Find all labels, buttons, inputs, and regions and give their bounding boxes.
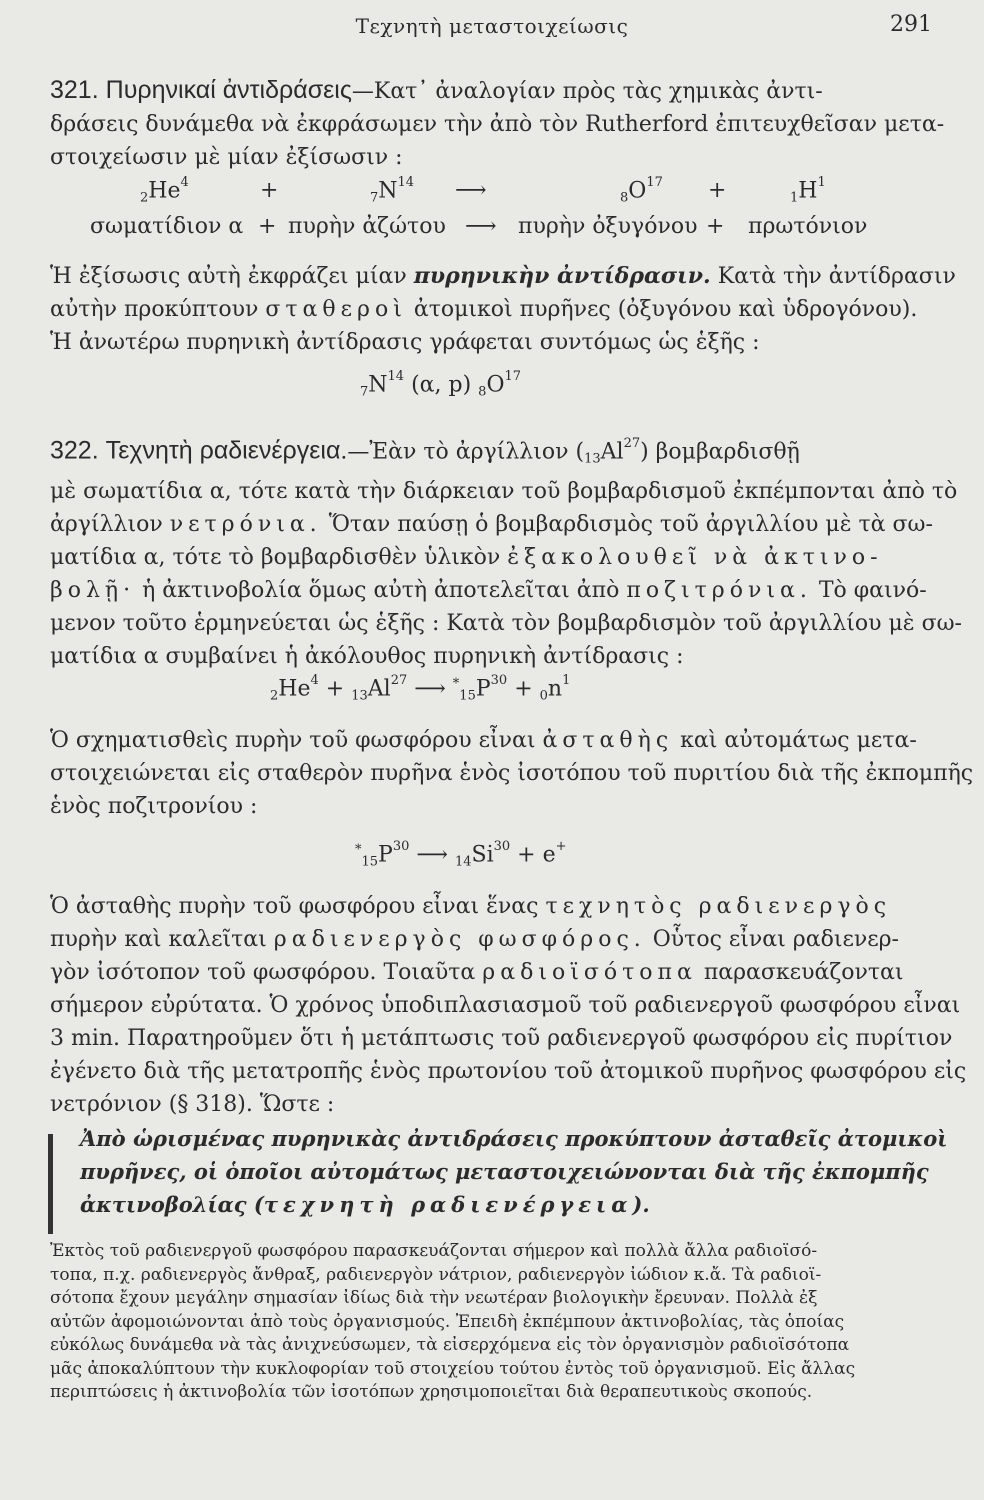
text-line — [50, 541, 940, 574]
eq-superscript: 27 — [390, 673, 408, 688]
equation-positron-emission — [355, 839, 567, 870]
eq-subscript: 1 — [790, 190, 799, 206]
eq-superscript: 1 — [817, 175, 826, 190]
eq-symbol: H — [798, 178, 818, 204]
emphasis-spaced: ἀσταθὴς — [542, 728, 674, 753]
eq-subscript: 15 — [361, 854, 379, 870]
text-line: ἑνὸς ποζιτρονίου : — [50, 794, 258, 819]
text-line — [50, 74, 940, 108]
eq-symbol: e — [542, 842, 556, 868]
eq-symbol: He — [278, 676, 311, 702]
text-run: —Κατ᾽ ἀναλογίαν πρὸς τὰς χημικὰς ἀντι- — [351, 79, 823, 104]
text-line — [50, 260, 956, 293]
eq-superscript: 17 — [646, 175, 663, 190]
eq-arrow: ⟶ — [414, 676, 446, 702]
summary-callout — [48, 1122, 958, 1234]
eq-symbol: O — [628, 178, 647, 204]
eq-superscript: 27 — [623, 436, 641, 451]
section-321-intro — [50, 74, 945, 174]
text-line — [50, 574, 940, 607]
eq-plus: + — [258, 214, 277, 239]
callout-text — [80, 1122, 960, 1221]
eq-term-nitrogen — [370, 175, 415, 206]
eq-plus: + — [706, 214, 725, 239]
callout-line: Ἀπὸ ὡρισμένας πυρηνικὰς ἀντιδράσεις προκύπτουν ἀσταθεῖς ἀτομικοὶ — [80, 1126, 948, 1151]
text-run: παρασκευάζονται — [703, 960, 904, 985]
eq-plus: + — [708, 178, 727, 203]
note-line: αὐτῶν ἀφομοιώνονται ἀπὸ τοὺς ὀργανισμούς. Ἐπειδὴ ἐκπέμπουν ἀκτινοβολίας, τὰς ὁποίας — [50, 1311, 845, 1332]
eq-subscript: 2 — [140, 190, 149, 206]
eq-symbol: N — [378, 178, 398, 204]
text-run: πυρὴν καὶ καλεῖται — [50, 927, 267, 952]
text-run: ἀτομικοὶ πυρῆνες (ὀξυγόνου καὶ ὑδρογόνου). — [413, 297, 918, 322]
eq-superscript: 30 — [392, 839, 410, 854]
text-run: γὸν ἰσότοπον τοῦ φωσφόρου. Τοιαῦτα — [50, 960, 476, 985]
eq-superscript: 4 — [180, 175, 189, 190]
eq-plus: + — [260, 178, 279, 203]
note-line: τοπα, π.χ. ραδιενεργὸς ἄνθραξ, ραδιενεργὸν νάτριον, ραδιενεργὸν ἰώδιον κ.ἄ. Τὰ ραδιοϊ- — [50, 1264, 822, 1285]
eq-superscript: 14 — [387, 369, 405, 384]
section-321-body — [50, 260, 956, 359]
eq-subscript: 7 — [360, 384, 369, 400]
eq-symbol: Al — [367, 676, 391, 702]
emphasis-spaced: ποζιτρόνια. — [626, 578, 812, 604]
text-run: Ἡ ἐξίσωσις αὐτὴ ἐκφράζει μίαν — [50, 264, 407, 289]
eq-subscript: 7 — [370, 190, 379, 206]
text-line — [50, 923, 940, 956]
eq-symbol: Al — [600, 439, 624, 465]
text-run: καὶ αὐτομάτως μετα- — [680, 728, 917, 753]
text-line: μὲ σωματίδια α, τότε κατὰ τὴν διάρκειαν τοῦ βομβαρδισμοῦ ἐκπέμπονται ἀπὸ τὸ — [50, 479, 958, 505]
eq-symbol: O — [486, 372, 505, 398]
emphasis-spaced: σταθεροὶ — [265, 297, 407, 322]
text-line — [50, 956, 940, 989]
note-line: μᾶς ἀποκαλύπτουν τὴν κυκλοφορίαν τοῦ στοιχείου τούτου ἐντὸς τοῦ ὀργανισμοῦ. Εἰς ἄλλας — [50, 1358, 856, 1379]
emphasis-bold: πυρηνικὴν ἀντίδρασιν. — [413, 263, 711, 289]
eq-subscript: 15 — [459, 688, 476, 704]
eq-superscript: 14 — [397, 175, 415, 190]
eq-subscript: 13 — [584, 451, 601, 467]
text-line — [50, 430, 940, 475]
text-line: Ἡ ἀνωτέρω πυρηνικὴ ἀντίδρασις γράφεται συντόμως ὡς ἑξῆς : — [50, 330, 760, 355]
text-run: .—Ἐὰν τὸ ἀργίλλιον ( — [340, 439, 585, 465]
eq-subscript: 8 — [478, 384, 487, 400]
section-number: 322. — [50, 436, 99, 465]
text-run: ἡ ἀκτινοβολία ὅμως αὐτὴ ἀποτελεῖται ἀπὸ — [142, 578, 620, 604]
eq-word-oxygen-nucleus: πυρὴν ὀξυγόνου — [518, 214, 698, 239]
callout-line: πυρῆνες, οἱ ὁποῖοι αὐτομάτως μεταστοιχειώνονται διὰ τῆς ἐκπομπῆς — [80, 1159, 929, 1184]
eq-word-alpha-particle: σωματίδιον α — [90, 214, 244, 239]
emphasis-spaced: τεχνητὴ ραδιενέργεια — [263, 1192, 633, 1217]
eq-word-nitrogen-nucleus: πυρὴν ἀζώτου — [288, 214, 446, 239]
text-line: στοιχειώνεται εἰς σταθερὸν πυρῆνα ἑνὸς ἰσοτόπου τοῦ πυριτίου διὰ τῆς ἐκπομπῆς — [50, 761, 974, 786]
text-run: ). — [632, 1192, 650, 1217]
section-322-intro — [50, 430, 962, 673]
eq-superscript: 4 — [310, 673, 319, 688]
note-line: περιπτώσεις ἡ ἀκτινοβολία τῶν ἰσοτόπων χρησιμοποιεῖται διὰ θεραπευτικοὺς σκοπούς. — [50, 1382, 813, 1402]
text-line — [50, 724, 940, 757]
eq-superscript: 30 — [493, 839, 511, 854]
text-run: ἀκτινοβολίας ( — [80, 1192, 264, 1217]
eq-arrow: ⟶ — [465, 214, 497, 239]
eq-term-hydrogen — [790, 175, 826, 206]
text-line: 3 min. Παρατηροῦμεν ὅτι ἡ μετάπτωσις τοῦ ραδιενεργοῦ φωσφόρου εἰς πυρίτιον — [50, 1026, 953, 1051]
section-number: 321. — [50, 76, 99, 104]
callout-bar — [48, 1134, 53, 1234]
text-run: ) βομβαρδισθῇ — [640, 439, 800, 465]
text-run: ἀργίλλιον — [50, 512, 163, 538]
emphasis-spaced: ραδιενεργὸς φωσφόρος. — [273, 927, 646, 952]
running-header: Τεχνητὴ μεταστοιχείωσις — [355, 14, 629, 38]
note-line: εὐκόλως δυνάμεθα νὰ τὰς ἀνιχνεύσωμεν, τὰ εἰσερχόμενα εἰς τὸν ὀργανισμὸν ραδιοϊσότοπα — [50, 1335, 850, 1355]
emphasis-spaced: τεχνητὸς ραδιενεργὸς — [545, 894, 892, 919]
eq-subscript: 0 — [539, 688, 548, 704]
text-line — [50, 890, 940, 923]
text-line: ματίδια α συμβαίνει ἡ ἀκόλουθος πυρηνικὴ ἀντίδρασις : — [50, 644, 684, 670]
text-run: Οὗτος εἶναι ραδιενερ- — [652, 927, 899, 952]
emphasis-spaced: βολῇ· — [50, 578, 136, 604]
text-line: νετρόνιον (§ 318). Ὥστε : — [50, 1092, 335, 1117]
text-run: Κατὰ τὴν ἀντίδρασιν — [717, 264, 956, 289]
text-line — [50, 293, 940, 326]
eq-subscript: 13 — [351, 688, 368, 704]
eq-superscript: 30 — [490, 673, 508, 688]
eq-arrow: ⟶ — [416, 842, 448, 868]
eq-superscript: + — [555, 839, 567, 854]
eq-superscript: 17 — [504, 369, 522, 384]
eq-symbol: P — [378, 842, 393, 868]
text-line: δράσεις δυνάμεθα νὰ ἐκφράσωμεν τὴν ἀπὸ τὸν Rutherford ἐπιτευχθεῖσαν μετα- — [50, 112, 945, 137]
eq-superscript: 1 — [562, 673, 571, 688]
text-run: αὐτὴν προκύπτουν — [50, 297, 259, 322]
equation-aluminium-bombardment — [270, 673, 571, 704]
eq-symbol: P — [475, 676, 491, 702]
eq-symbol: Si — [471, 842, 494, 868]
text-run: ματίδια α, τότε τὸ βομβαρδισθὲν ὑλικὸν — [50, 545, 501, 571]
eq-symbol: He — [148, 178, 181, 204]
text-line: στοιχείωσιν μὲ μίαν ἐξίσωσιν : — [50, 145, 403, 170]
emphasis-spaced: ἐξακολουθεῖ νὰ ἀκτινο- — [507, 545, 883, 571]
small-print-note — [50, 1240, 950, 1405]
callout-line — [80, 1188, 960, 1221]
page-number: 291 — [890, 12, 932, 37]
eq-star: * — [355, 842, 362, 858]
eq-star: * — [452, 676, 460, 692]
text-line: ἐγένετο διὰ τῆς μετατροπῆς ἑνὸς πρωτονίου τοῦ ἀτομικοῦ πυρῆνος φωσφόρου εἰς — [50, 1059, 967, 1084]
eq-subscript: 8 — [620, 190, 629, 206]
equation-short-notation — [360, 369, 522, 400]
eq-subscript: 14 — [454, 854, 472, 870]
text-line: σήμερον εὐρύτατα. Ὁ χρόνος ὑποδιπλασιασμοῦ τοῦ ραδιενεργοῦ φωσφόρου εἶναι — [50, 993, 961, 1018]
eq-subscript: 2 — [270, 688, 279, 704]
text-run: Ὁ σχηματισθεὶς πυρὴν τοῦ φωσφόρου εἶναι — [50, 728, 536, 753]
eq-plus: + — [325, 676, 345, 702]
eq-particles: (α, p) — [411, 372, 472, 398]
text-run: Τὸ φαινό- — [818, 578, 927, 604]
text-run: Ὁ ἀσταθὴς πυρὴν τοῦ φωσφόρου εἶναι ἕνας — [50, 894, 539, 919]
eq-term-oxygen — [620, 175, 663, 206]
eq-plus: + — [514, 676, 533, 702]
section-322-radioisotopes — [50, 890, 967, 1121]
eq-word-proton: πρωτόνιον — [748, 214, 868, 239]
note-line: Ἐκτὸς τοῦ ραδιενεργοῦ φωσφόρου παρασκευάζονται σήμερον καὶ πολλὰ ἄλλα ραδιοϊσό- — [50, 1241, 818, 1261]
eq-arrow: ⟶ — [455, 178, 487, 203]
note-line: σότοπα ἔχουν μεγάλην σημασίαν ἰδίως διὰ τὴν νεωτέραν βιολογικὴν ἔρευναν. Πολλὰ ἐξ — [50, 1288, 818, 1308]
text-run: Ὅταν παύσῃ ὁ βομβαρδισμὸς τοῦ ἀργιλλίου μὲ τὰ σω- — [328, 512, 933, 538]
eq-plus: + — [517, 842, 536, 868]
section-title: Τεχνητὴ ραδιενέργεια — [105, 436, 341, 465]
emphasis-spaced: νετρόνια. — [169, 512, 322, 538]
eq-symbol: n — [547, 676, 563, 702]
equation-nuclear-reaction-1 — [140, 175, 189, 206]
eq-symbol: N — [368, 372, 388, 398]
section-title: Πυρηνικαί ἀντιδράσεις — [105, 76, 352, 104]
emphasis-spaced: ραδιοϊσότοπα — [482, 960, 697, 985]
text-line — [50, 508, 940, 541]
section-322-phosphorus — [50, 724, 974, 823]
text-line: μενον τοῦτο ἑρμηνεύεται ὡς ἑξῆς : Κατὰ τὸν βομβαρδισμὸν τοῦ ἀργιλλίου μὲ σω- — [50, 611, 962, 637]
